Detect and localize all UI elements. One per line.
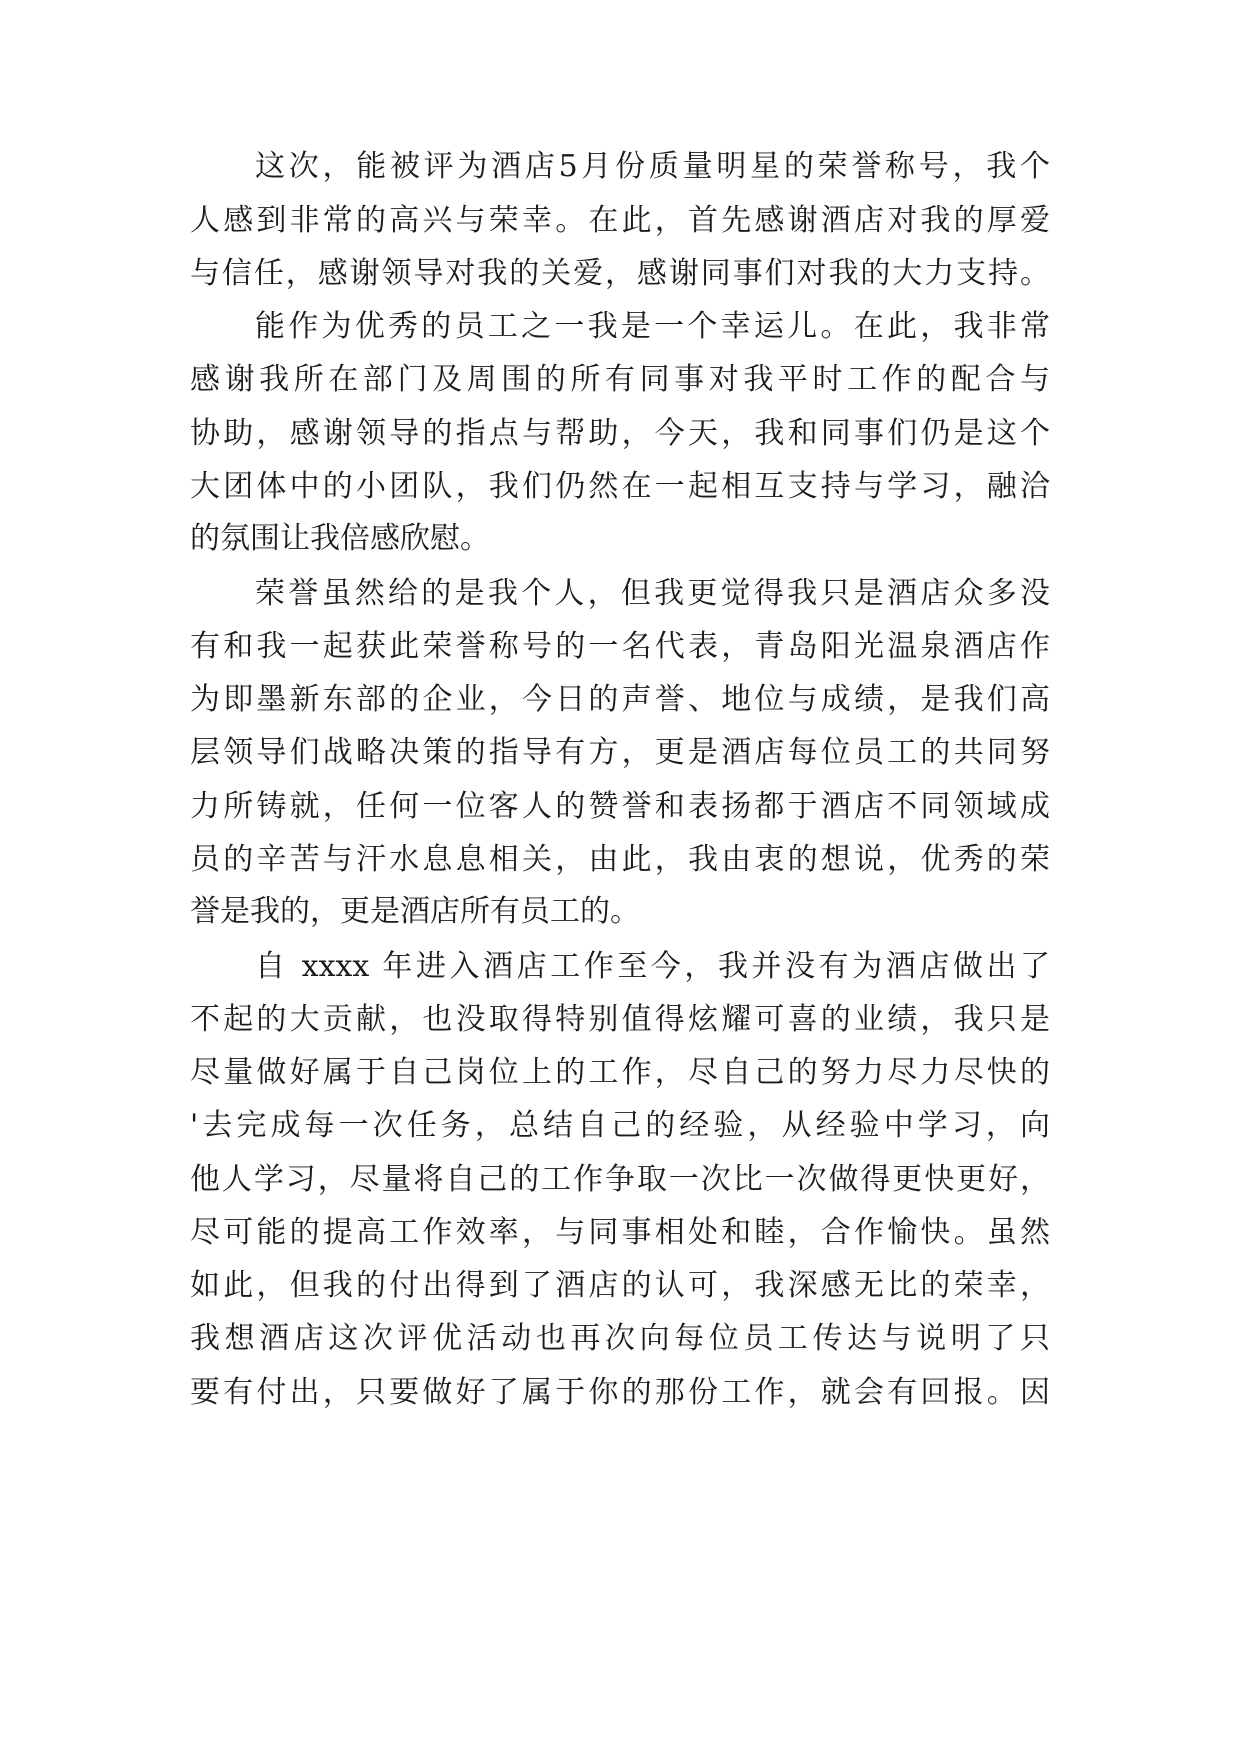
paragraph-4-line-7: 如此，但我的付出得到了酒店的认可，我深感无比的荣幸，	[190, 1268, 1050, 1303]
paragraph-4-line-8: 我想酒店这次评优活动也再次向每位员工传达与说明了只	[190, 1321, 1050, 1356]
paragraph-3-line-6: 员的辛苦与汗水息息相关，由此，我由衷的想说，优秀的荣	[190, 842, 1050, 877]
paragraph-4-line-6: 尽可能的提高工作效率，与同事相处和睦，合作愉快。虽然	[190, 1215, 1050, 1250]
paragraph-2-line-2: 感谢我所在部门及周围的所有同事对我平时工作的配合与	[190, 362, 1050, 397]
paragraph-4-line-1: 自 xxxx 年进入酒店工作至今，我并没有为酒店做出了	[255, 949, 1050, 984]
paragraph-4-line-4: '去完成每一次任务，总结自己的经验，从经验中学习，向	[190, 1108, 1050, 1143]
paragraph-2-line-5: 的氛围让我倍感欣慰。	[190, 521, 490, 556]
paragraph-3-line-2: 有和我一起获此荣誉称号的一名代表，青岛阳光温泉酒店作	[190, 629, 1050, 664]
paragraph-4-line-2: 不起的大贡献，也没取得特别值得炫耀可喜的业绩，我只是	[190, 1002, 1050, 1037]
paragraph-3-line-5: 力所铸就，任何一位客人的赞誉和表扬都于酒店不同领域成	[190, 789, 1050, 824]
paragraph-2-line-3: 协助，感谢领导的指点与帮助，今天，我和同事们仍是这个	[190, 416, 1050, 451]
paragraph-2-line-4: 大团体中的小团队，我们仍然在一起相互支持与学习，融洽	[190, 469, 1050, 504]
paragraph-1-line-2: 人感到非常的高兴与荣幸。在此，首先感谢酒店对我的厚爱	[190, 203, 1050, 238]
paragraph-1-line-1: 这次，能被评为酒店5月份质量明星的荣誉称号，我个	[255, 149, 1050, 184]
paragraph-3-line-1: 荣誉虽然给的是我个人，但我更觉得我只是酒店众多没	[255, 576, 1050, 611]
paragraph-2-line-1: 能作为优秀的员工之一我是一个幸运儿。在此，我非常	[255, 309, 1050, 344]
paragraph-3-line-4: 层领导们战略决策的指导有方，更是酒店每位员工的共同努	[190, 735, 1050, 770]
paragraph-1-line-3: 与信任，感谢领导对我的关爱，感谢同事们对我的大力支持。	[190, 256, 1050, 291]
paragraph-4-line-5: 他人学习，尽量将自己的工作争取一次比一次做得更快更好，	[190, 1162, 1050, 1197]
paragraph-3-line-7: 誉是我的，更是酒店所有员工的。	[190, 894, 640, 929]
paragraph-4-line-9: 要有付出，只要做好了属于你的那份工作，就会有回报。因	[190, 1375, 1050, 1410]
paragraph-4-line-3: 尽量做好属于自己岗位上的工作，尽自己的努力尽力尽快的	[190, 1055, 1050, 1090]
paragraph-3-line-3: 为即墨新东部的企业，今日的声誉、地位与成绩，是我们高	[190, 682, 1050, 717]
